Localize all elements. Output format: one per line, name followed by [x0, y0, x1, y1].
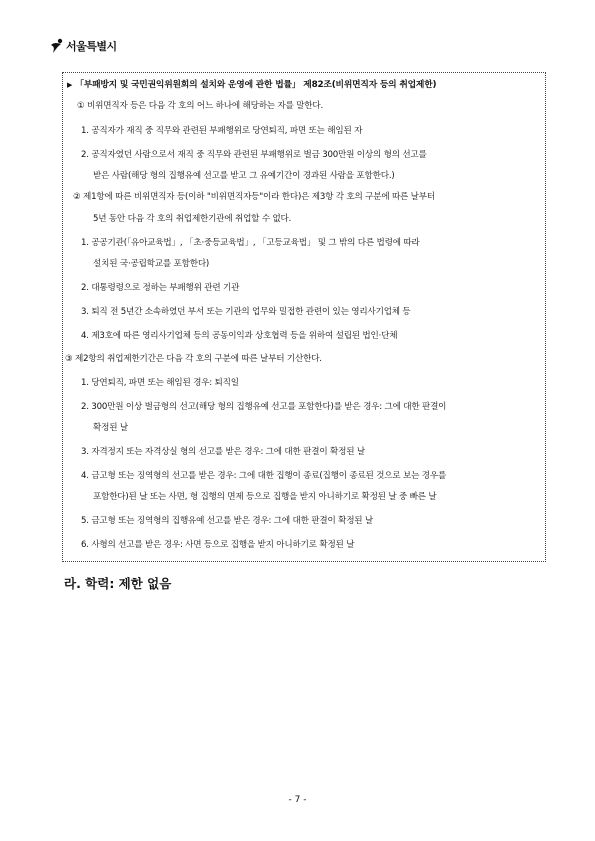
law-line: 2. 공직자였던 사람으로서 재직 중 직무와 관련된 부패행위로 벌금 300만원 이상의 형의 선고를: [81, 150, 427, 160]
triangle-bullet-icon: ▶: [67, 81, 73, 89]
page-number: - 7 -: [288, 795, 307, 805]
org-name: 서울특별시: [66, 40, 117, 53]
law-line: 포함한다)된 날 또는 사면, 형 집행의 면제 등으로 집행을 받지 아니하기로 확정된 날 중 빠른 날: [93, 492, 437, 502]
law-line: 1. 공직자가 재직 중 직무와 관련된 부패행위로 당연퇴직, 파면 또는 해임된 자: [81, 126, 363, 136]
law-line: 3. 퇴직 전 5년간 소속하였던 부서 또는 기관의 업무와 밀접한 관련이 있는 영리사기업체 등: [81, 307, 411, 317]
law-line: 4. 제3호에 따른 영리사기업체 등의 공동이익과 상호협력 등을 위하여 설립된 법인·단체: [81, 331, 398, 341]
header: [50, 36, 117, 56]
law-line: ② 제1항에 따른 비위면직자 등(이하 "비위면직자등"이라 한다)은 제3항 각 호의 구분에 따른 날부터: [73, 192, 435, 202]
law-line: 확정된 날: [93, 423, 128, 433]
section-heading: 라. 학력: 제한 없음: [64, 576, 172, 591]
law-line: 2. 300만원 이상 벌금형의 선고(해당 형의 집행유예 선고를 포함한다)를 받은 경우: 그에 대한 판결이: [81, 402, 447, 412]
law-line: 1. 공공기관(「유아교육법」, 「초·중등교육법」, 「고등교육법」 및 그 밖의 다른 법령에 따라: [81, 238, 420, 248]
law-line: ① 비위면직자 등은 다음 각 호의 어느 하나에 해당하는 자를 말한다.: [77, 101, 323, 111]
law-line: 설치된 국·공립학교를 포함한다): [93, 259, 210, 269]
law-line: 받은 사람(해당 형의 집행유예 선고를 받고 그 유예기간이 경과된 사람을 포함한다.): [93, 171, 395, 181]
law-line: 3. 자격정지 또는 자격상실 형의 선고를 받은 경우: 그에 대한 판결이 확정된 날: [81, 447, 365, 457]
law-title-text: 「부패방지 및 국민권익위원회의 설치와 운영에 관한 법률」 제82조(비위면직자 등의 취업제한): [75, 80, 437, 90]
law-line: 2. 대통령령으로 정하는 부패행위 관련 기관: [81, 283, 240, 293]
seoul-logo-icon: [50, 38, 64, 54]
law-line: 5년 동안 다음 각 호의 취업제한기관에 취업할 수 없다.: [93, 214, 292, 224]
law-line: 1. 당연퇴직, 파면 또는 해임된 경우: 퇴직일: [81, 378, 239, 388]
law-line: 6. 사형의 선고를 받은 경우: 사면 등으로 집행을 받지 아니하기로 확정된 날: [81, 540, 355, 550]
law-line: 5. 금고형 또는 징역형의 집행유예 선고를 받은 경우: 그에 대한 판결이 확정된 날: [81, 516, 374, 526]
law-excerpt-box: [62, 72, 546, 562]
law-line: 4. 금고형 또는 징역형의 선고를 받은 경우: 그에 대한 집행이 종료(집행이 종료된 것으로 보는 경우를: [81, 471, 447, 481]
law-title: [67, 79, 436, 91]
law-line: ③ 제2항의 취업제한기간은 다음 각 호의 구분에 따른 날부터 기산한다.: [65, 354, 322, 364]
